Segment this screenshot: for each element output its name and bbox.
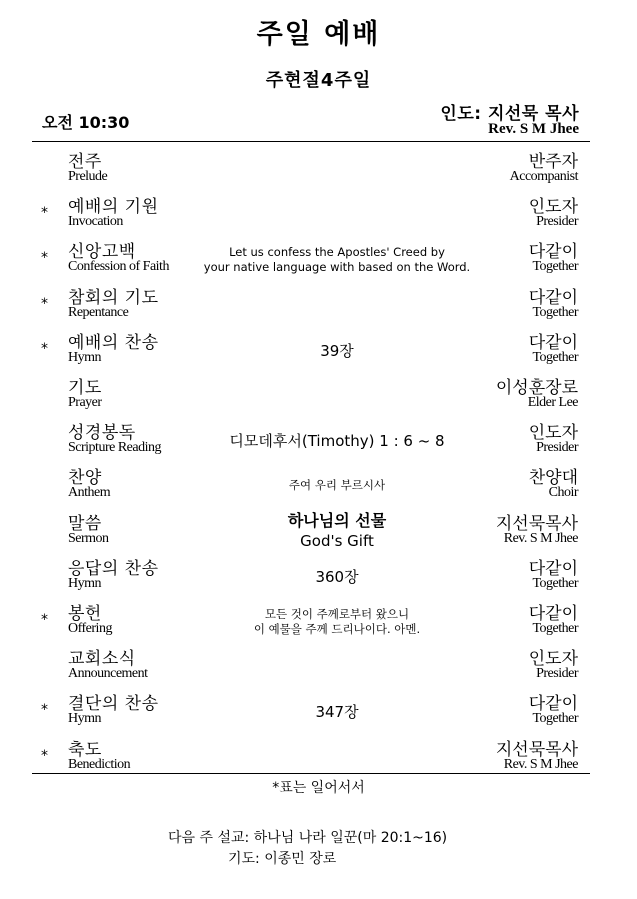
item-title-english: Announcement: [68, 666, 148, 682]
item-leader-english: Together: [532, 349, 578, 365]
item-detail-line-2: God's Gift: [300, 532, 374, 551]
item-title-english: Repentance: [68, 304, 129, 320]
standing-note: *표는 일어서서: [272, 780, 365, 796]
item-detail-line-1: 주여 우리 부르시사: [288, 478, 386, 493]
item-detail: [172, 689, 502, 734]
worship-item: [32, 554, 590, 599]
standing-marker: *: [41, 612, 48, 628]
item-leader-korean: 인도자: [528, 649, 578, 670]
standing-marker: *: [41, 250, 48, 267]
item-detail-line-1: 360장: [315, 567, 359, 586]
item-leader-english: Together: [532, 621, 578, 636]
item-leader-english: Together: [532, 711, 578, 727]
item-leader-english: Elder Lee: [527, 395, 578, 410]
item-title-korean: 참회의 기도: [68, 287, 159, 308]
item-leader-korean: 다같이: [528, 558, 578, 579]
item-detail: [172, 418, 502, 463]
item-title-korean: 말씀: [68, 513, 102, 534]
item-leader-english: Presider: [536, 214, 578, 230]
standing-marker: *: [41, 205, 48, 222]
item-leader-korean: 반주자: [528, 152, 578, 172]
item-title-english: Confession of Faith: [68, 259, 169, 275]
item-detail-line-1: 하나님의 선물: [287, 511, 387, 531]
item-leader-korean: 지선묵목사: [495, 513, 578, 534]
item-title-english: Hymn: [68, 711, 101, 727]
item-detail-line-1: 347장: [315, 703, 359, 722]
item-title-korean: 신앙고백: [68, 242, 136, 263]
item-detail-line-1: Let us confess the Apostles' Creed by: [229, 244, 445, 259]
item-leader-korean: 인도자: [528, 423, 578, 444]
item-title-korean: 기도: [68, 378, 102, 398]
item-title-english: Anthem: [68, 485, 111, 501]
item-leader-korean: 찬양대: [528, 468, 578, 489]
worship-item: [32, 283, 590, 328]
next-prayer: 기도: 이종민 장로: [228, 851, 337, 867]
worship-item: [32, 509, 590, 554]
item-title-english: Prelude: [68, 169, 108, 184]
item-leader-english: Rev. S M Jhee: [503, 530, 578, 546]
item-title-english: Hymn: [68, 575, 101, 591]
item-detail: [172, 599, 502, 644]
next-sermon: 다음 주 설교: 하나님 나라 일꾼(마 20:1~16): [168, 830, 448, 846]
item-leader-korean: 다같이: [528, 242, 578, 263]
item-title-english: Scripture Reading: [68, 440, 161, 456]
worship-item: [32, 147, 590, 192]
item-leader-korean: 인도자: [528, 197, 578, 218]
item-detail: [172, 328, 502, 373]
item-detail: [172, 237, 502, 282]
worship-item: [32, 418, 590, 463]
item-title-english: Offering: [68, 621, 112, 636]
item-detail: [172, 463, 502, 508]
item-title-korean: 결단의 찬송: [68, 694, 159, 715]
item-leader-korean: 이성훈장로: [495, 378, 578, 398]
item-title-english: Benediction: [68, 756, 131, 772]
standing-marker: *: [41, 295, 48, 312]
worship-item: [32, 689, 590, 734]
item-title-korean: 예배의 찬송: [68, 332, 159, 353]
item-detail-line-1: 39장: [320, 341, 354, 360]
worship-item: [32, 237, 590, 282]
item-title-korean: 봉헌: [68, 604, 102, 624]
item-leader-english: Presider: [536, 440, 578, 456]
bottom-divider: [32, 773, 590, 774]
item-detail: [172, 554, 502, 599]
page-subtitle: 주현절4주일: [265, 70, 372, 91]
worship-item: [32, 328, 590, 373]
item-title-korean: 축도: [68, 739, 102, 760]
leader-korean: 인도: 지선묵 목사: [440, 104, 579, 124]
item-detail-line-1: 디모데후서(Timothy) 1 : 6 ~ 8: [229, 432, 445, 451]
item-leader-english: Accompanist: [509, 169, 578, 184]
worship-item: [32, 599, 590, 644]
page-title: 주일 예배: [256, 19, 381, 50]
item-title-korean: 예배의 기원: [68, 197, 159, 218]
item-leader-korean: 다같이: [528, 332, 578, 353]
worship-item: [32, 463, 590, 508]
standing-marker: *: [41, 747, 48, 764]
item-title-english: Sermon: [68, 530, 109, 546]
item-leader-english: Presider: [536, 666, 578, 682]
item-detail-line-2: your native language with based on the Word.: [203, 259, 471, 274]
standing-marker: *: [41, 340, 48, 357]
item-detail: [172, 509, 502, 554]
item-title-english: Invocation: [68, 214, 123, 230]
worship-item: [32, 192, 590, 237]
item-title-korean: 교회소식: [68, 649, 136, 670]
top-divider: [32, 141, 590, 142]
service-time: 오전 10:30: [42, 113, 130, 132]
item-detail-line-1: 모든 것이 주께로부터 왔으니: [264, 606, 410, 621]
worship-item: [32, 644, 590, 689]
item-leader-english: Together: [532, 575, 578, 591]
item-title-korean: 찬양: [68, 468, 102, 489]
item-detail-line-2: 이 예물을 주께 드리나이다. 아멘.: [253, 621, 421, 636]
item-leader-english: Together: [532, 304, 578, 320]
item-leader-english: Together: [532, 259, 578, 275]
item-title-english: Hymn: [68, 349, 101, 365]
item-leader-korean: 다같이: [528, 604, 578, 624]
item-leader-korean: 다같이: [528, 694, 578, 715]
worship-item: [32, 373, 590, 418]
standing-marker: *: [41, 702, 48, 719]
item-title-english: Prayer: [68, 395, 102, 410]
item-title-korean: 성경봉독: [68, 423, 136, 444]
leader-english: Rev. S M Jhee: [488, 121, 579, 137]
item-leader-korean: 지선묵목사: [495, 739, 578, 760]
item-leader-english: Choir: [548, 485, 578, 501]
item-title-korean: 응답의 찬송: [68, 558, 159, 579]
item-leader-english: Rev. S M Jhee: [503, 756, 578, 772]
item-leader-korean: 다같이: [528, 287, 578, 308]
item-title-korean: 전주: [68, 152, 102, 172]
